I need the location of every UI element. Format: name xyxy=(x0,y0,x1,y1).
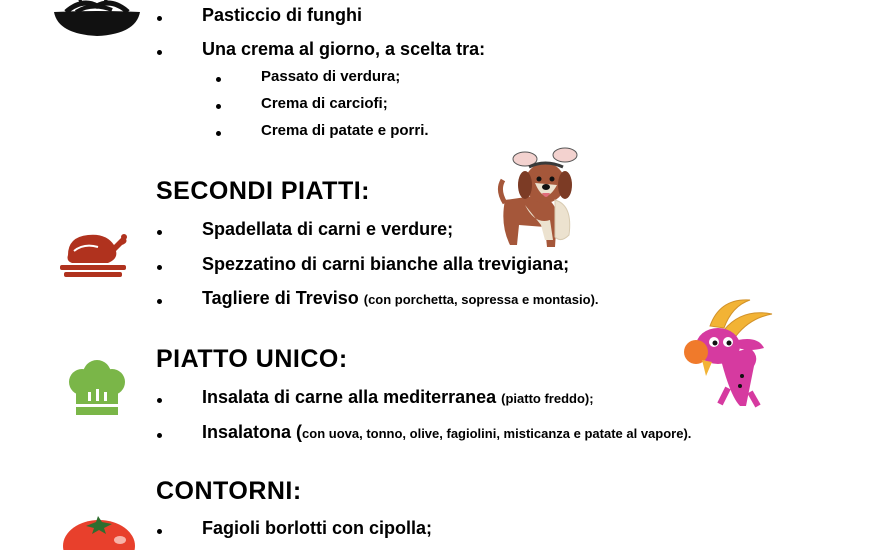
contorni-heading: CONTORNI: xyxy=(156,477,302,505)
primi-item-1: Pasticcio di funghi xyxy=(202,5,363,25)
bullet xyxy=(157,529,162,534)
sub-bullet xyxy=(216,131,221,136)
sub-bullet xyxy=(216,77,221,82)
unico-item-2: Insalatona (con uova, tonno, olive, fagiolini, misticanza e patate al vapore). xyxy=(202,422,692,442)
bullet xyxy=(157,50,162,55)
dog-illustration xyxy=(495,145,590,253)
bullet xyxy=(157,299,162,304)
sub-item-2: Crema di carciofi; xyxy=(261,95,388,112)
sub-bullet xyxy=(216,104,221,109)
bullet xyxy=(157,433,162,438)
tomato-icon xyxy=(60,514,138,550)
sub-item-3: Crema di patate e porri. xyxy=(261,122,429,139)
secondi-heading: SECONDI PIATTI: xyxy=(156,177,370,205)
goat-illustration xyxy=(680,296,780,416)
unico-heading: PIATTO UNICO: xyxy=(156,345,348,373)
secondi-item-3: Tagliere di Treviso (con porchetta, sopressa e montasio). xyxy=(202,288,599,308)
unico-item-1: Insalata di carne alla mediterranea (piatto freddo); xyxy=(202,387,594,407)
roast-chicken-icon xyxy=(58,225,128,280)
contorni-item-1: Fagioli borlotti con cipolla; xyxy=(202,518,432,538)
bullet xyxy=(157,230,162,235)
secondi-item-1: Spadellata di carni e verdure; xyxy=(202,219,454,239)
secondi-item-2: Spezzatino di carni bianche alla trevigiana; xyxy=(202,254,570,274)
bullet xyxy=(157,265,162,270)
chef-hat-icon xyxy=(66,360,128,424)
bullet xyxy=(157,16,162,21)
primi-item-2: Una crema al giorno, a scelta tra: xyxy=(202,39,486,59)
pasta-bowl-icon xyxy=(52,0,142,38)
bullet xyxy=(157,398,162,403)
sub-item-1: Passato di verdura; xyxy=(261,68,401,85)
